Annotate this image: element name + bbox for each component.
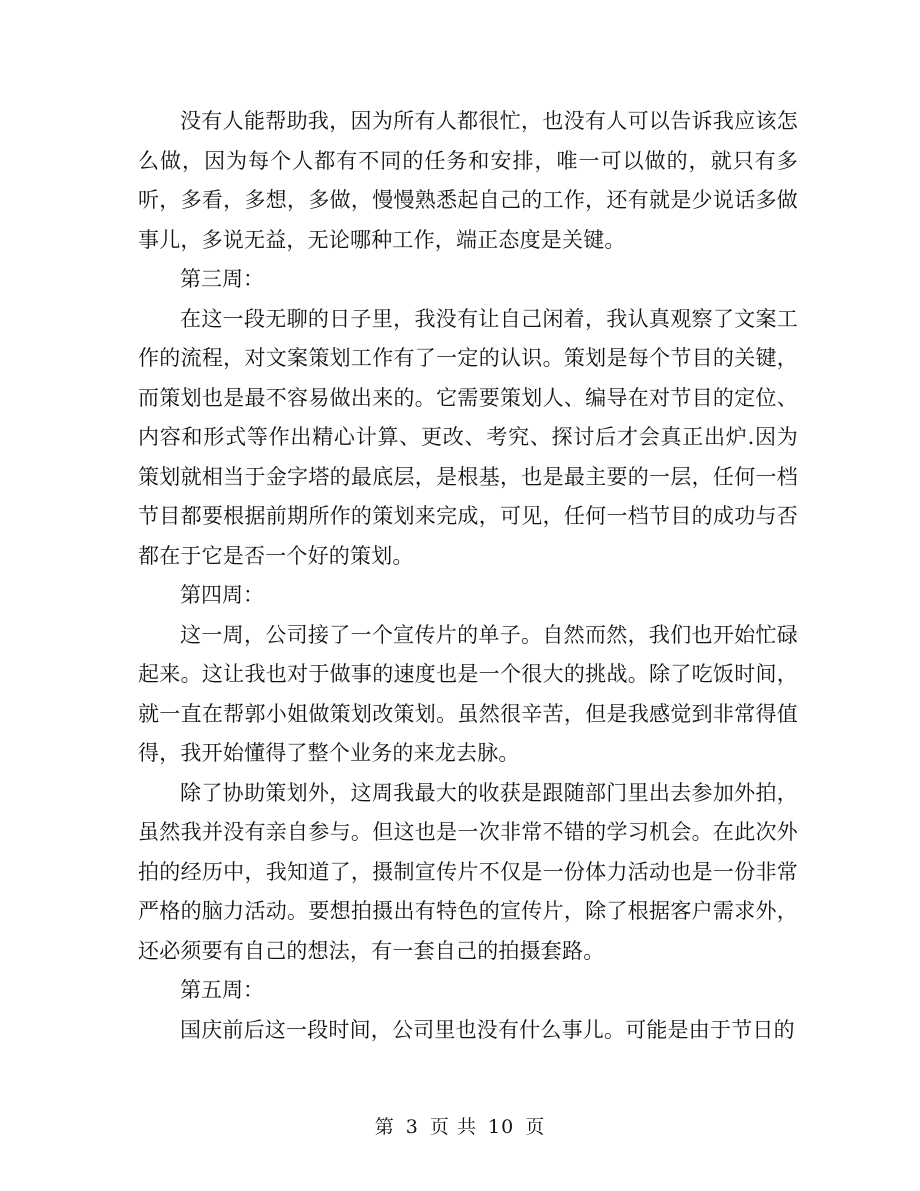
page-label-suffix: 页 [525,1116,546,1138]
current-page-number: 3 [405,1116,419,1138]
paragraph: 国庆前后这一段时间，公司里也没有什么事儿。可能是由于节日的 [180,1017,795,1042]
section-heading-week-3: 第三周： [180,267,264,291]
paragraph: 在这一段无聊的日子里，我没有让自己闲着，我认真观察了文案工作的流程，对文案策划工作有了一定的认识。策划是每个节目的关键，而策划也是最不容易做出来的。它需要策划人、编导在对节目的定位、内容和形式等作出精心计算、更改、考究、探讨后才会真正出炉.因为策划就相当于金字塔的最底层，是根基，也是最主要的一层，任何一档节目都要根据前期所作的策划来完成，可见，任何一档节目的成功与否都在于它是否一个好的策划。 [138,306,798,568]
paragraph: 这一周，公司接了一个宣传片的单子。自然而然，我们也开始忙碌起来。这让我也对于做事的速度也是一个很大的挑战。除了吃饭时间，就一直在帮郭小姐做策划改策划。虽然很辛苦，但是我感觉到非常得值得，我开始懂得了整个业务的来龙去脉。 [138,622,798,765]
section-heading-week-5: 第五周： [180,978,264,1002]
paragraph: 没有人能帮助我，因为所有人都很忙，也没有人可以告诉我应该怎么做，因为每个人都有不同的任务和安排，唯一可以做的，就只有多听，多看，多想，多做，慢慢熟悉起自己的工作，还有就是少说话多做事儿，多说无益，无论哪种工作，端正态度是关键。 [138,109,798,252]
page-footer [0,1112,920,1139]
paragraph: 除了协助策划外，这周我最大的收获是跟随部门里出去参加外拍，虽然我并没有亲自参与。但这也是一次非常不错的学习机会。在此次外拍的经历中，我知道了，摄制宣传片不仅是一份体力活动也是一份非常严格的脑力活动。要想拍摄出有特色的宣传片，除了根据客户需求外，还必须要有自己的想法，有一套自己的拍摄套路。 [138,780,798,963]
page-label-prefix: 第 [374,1116,395,1138]
page-label-mid: 页 共 [429,1116,477,1138]
total-pages-number: 10 [488,1116,515,1138]
document-body [138,102,798,1050]
section-heading-week-4: 第四周： [180,583,264,607]
